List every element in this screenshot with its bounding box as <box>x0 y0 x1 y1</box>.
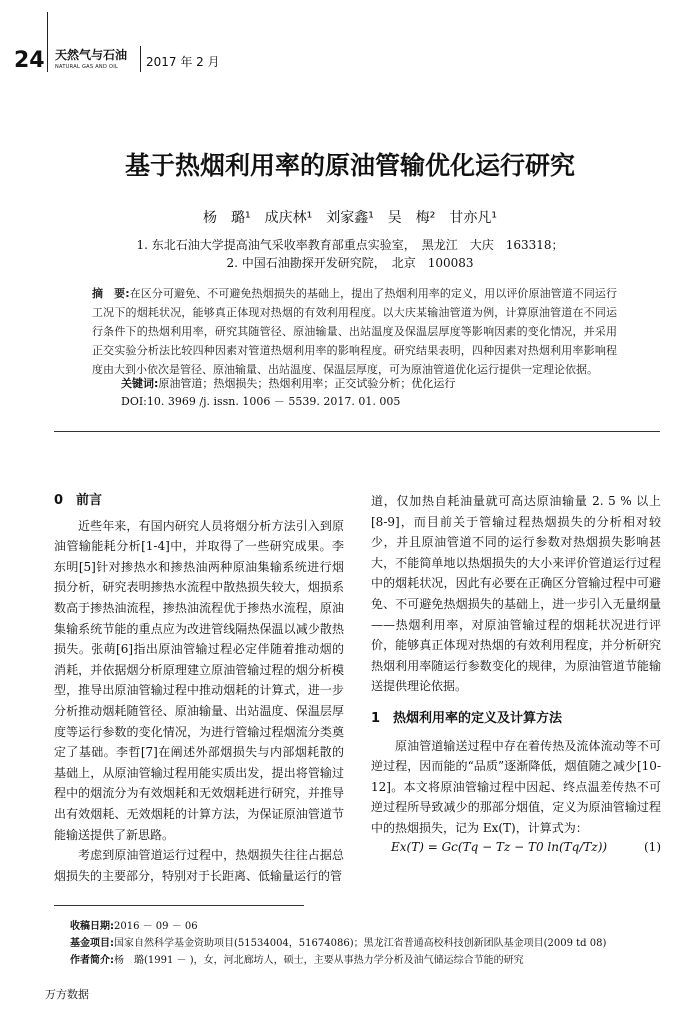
footnote-divider <box>54 905 304 906</box>
affiliation-1: 1. 东北石油大学提高油气采收率教育部重点实验室， 黑龙江 大庆 163318； <box>136 238 564 252</box>
intro-paragraph-1: 近些年来，有国内研究人员将烟分析方法引入到原油管输能耗分析[1-4]中，并取得了一些研究成果。李东明[5]针对掺热水和掺热油两种原油集输系统进行烟损分析，研究表明掺热水流程中散热损失较大，烟损系数高于掺热油流程，掺热油流程优于掺热水流程，原油集输系统节能的重点应为改进管线隔热保温以减少散热损失。张萌[6]指出原油管输过程必定伴随着推动烟的消耗，并依据烟分析原理建立原油管输过程的烟分析模型，推导出原油管输过程中推动烟耗的计算式，进一步分析推动烟耗随管径、原油输量、出站温度、保温层厚度等运行参数的变化情况，为进行管输过程烟流分类奠定了基础。李哲[7]在阐述外部烟损失与内部烟耗散的基础上，从原油管输过程用能实质出发，提出将管输过程中的烟流分为有效烟耗和无效烟耗进行研究，并推导出有效烟耗、无效烟耗的计算方法，为保证原油管道节能输送提供了新思路。 <box>54 518 344 842</box>
abstract-label: 摘 要: <box>92 287 130 300</box>
footnote-label: 基金项目: <box>70 938 114 949</box>
doi: DOI:10. 3969 /j. issn. 1006 － 5539. 2017. 01. 005 <box>121 395 401 408</box>
equation-1 <box>371 840 661 854</box>
right-paragraph-1: 道，仅加热自耗油量就可高达原油输量 2. 5 % 以上[8-9]，而目前关于管输过程热烟损失的分析相对较少，并且原油管道不同的运行参数对热烟损失影响甚大，不能简单地以热烟损失的大小来评价管道运行过程中的烟耗状况，因此有必要在正确区分管输过程中可避免、不可避免热烟损失的基础上，进一步引入无量纲量——热烟利用率，对原油管输过程的烟耗状况进行评价，能够真正体现对热烟的有效利用程度，并分析研究热烟利用率随运行参数变化的规律，为原油管道节能输送提供理论依据。 <box>371 494 661 694</box>
footnote-funding <box>70 935 606 952</box>
header-divider <box>47 12 48 72</box>
keywords-text: 原油管道；热烟损失；热烟利用率；正交试验分析；优化运行 <box>158 377 456 390</box>
footnotes <box>70 918 606 969</box>
footnote-text: 国家自然科学基金资助项目(51534004，51674086)；黑龙江省普通高校科技创新团队基金项目(2009 td 08) <box>114 938 607 949</box>
section-heading-intro: 0 前言 <box>54 493 103 508</box>
equation-body: Ex(T) = Gc(Tq − Tz − T0 ln(Tq/Tz)) <box>391 840 608 854</box>
footnote-label: 收稿日期: <box>70 921 114 932</box>
right-paragraph-2: 原油管道输送过程中存在着传热及流体流动等不可逆过程，因而能的“品质”逐渐降低，烟值随之减少[10-12]。本文将原油管输过程中因起、终点温差传热不可逆过程所导致减少的那部分烟值，定义为原油管输过程中的热烟损失，记为 Ex(T)，计算式为： <box>371 738 661 835</box>
keywords <box>121 375 455 391</box>
equation-number: (1) <box>644 840 661 854</box>
footnote-text: 2016 － 09 － 06 <box>114 921 198 932</box>
right-column <box>371 491 661 839</box>
intro-paragraph-2: 考虑到原油管道运行过程中，热烟损失往往占据总烟损失的主要部分，特别对于长距离、低输量运行的管 <box>54 848 344 883</box>
watermark: 万方数据 <box>45 988 89 1001</box>
affiliation-2: 2. 中国石油勘探开发研究院， 北京 100083 <box>226 256 474 270</box>
journal-logo <box>55 46 127 70</box>
section-divider <box>54 431 660 432</box>
keywords-label: 关键词: <box>121 377 159 390</box>
journal-name-cn: 天然气与石油 <box>55 48 128 62</box>
header-divider-2 <box>140 46 141 72</box>
authors: 杨 璐¹ 成庆林¹ 刘家鑫¹ 吴 梅² 甘亦凡¹ <box>202 210 498 226</box>
journal-name-en: NATURAL GAS AND OIL <box>55 64 119 70</box>
page-number: 24 <box>14 48 45 73</box>
left-column <box>54 491 344 886</box>
footnote-label: 作者简介: <box>70 955 114 966</box>
section-heading-1: 1 热烟利用率的定义及计算方法 <box>371 710 563 726</box>
footnote-author <box>70 952 606 969</box>
issue-date: 2017 年 2 月 <box>146 55 220 69</box>
footnote-received <box>70 918 606 935</box>
paper-title: 基于热烟利用率的原油管输优化运行研究 <box>124 151 575 180</box>
abstract <box>92 284 617 379</box>
footnote-text: 杨 璐(1991 － )，女，河北廊坊人，硕士，主要从事热力学分析及油气储运综合节能的研究 <box>114 955 524 966</box>
abstract-text: 在区分可避免、不可避免热烟损失的基础上，提出了热烟利用率的定义，用以评价原油管道不同运行工况下的烟耗状况，能够真正体现对热烟的有效利用程度。以大庆某输油管道为例，计算原油管道在不同运行条件下的热烟利用率，研究其随管径、原油输量、出站温度及保温层厚度等影响因素的变化情况，并采用正交实验分析法比较四种因素对管道热烟利用率的影响程度。研究结果表明，四种因素对热烟利用率影响程度由大到小依次是管径、原油输量、出站温度、保温层厚度，可为原油管道优化运行提供一定理论依据。 <box>92 287 618 376</box>
